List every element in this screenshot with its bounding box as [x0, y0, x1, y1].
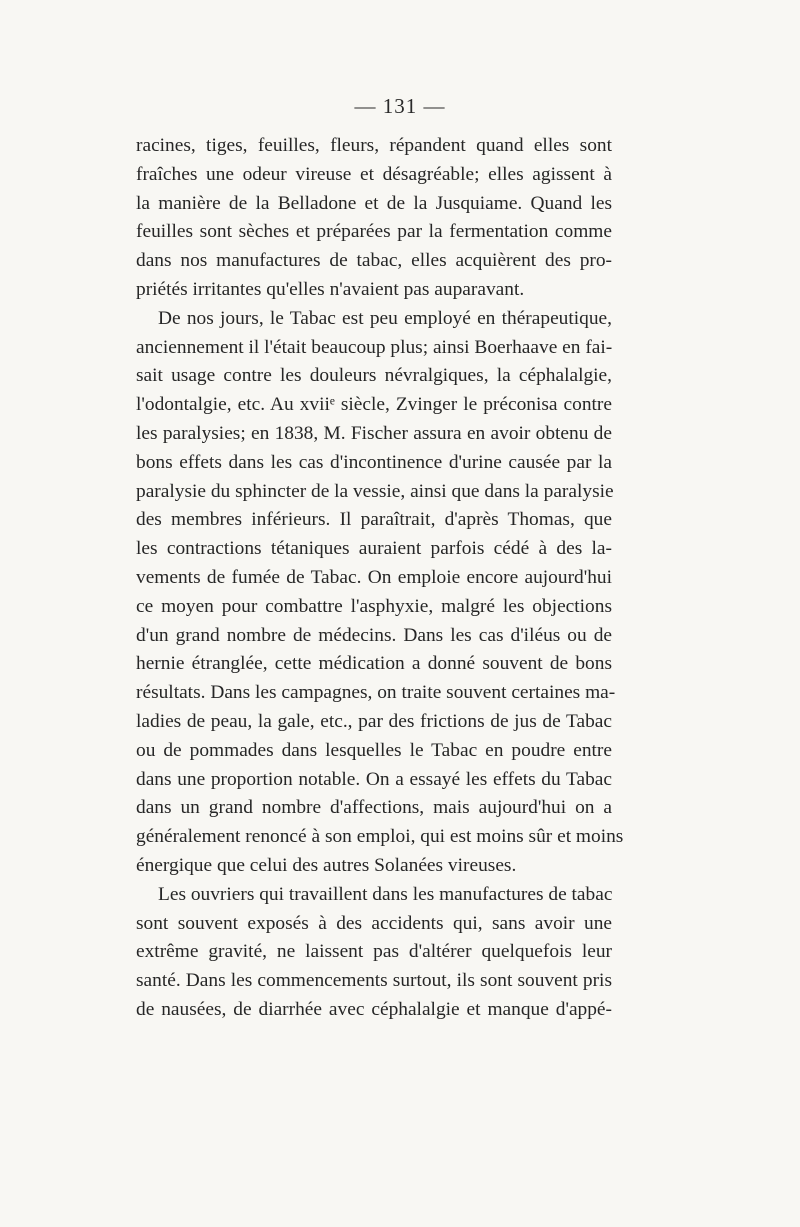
text-line: Les ouvriers qui travaillent dans les manufactures de tabac	[158, 883, 613, 905]
text-line: de nausées, de diarrhée avec céphalalgie et manque d'appé-	[136, 998, 612, 1020]
text-line: énergique que celui des autres Solanées vireuses.	[136, 854, 517, 876]
text-line: anciennement il l'était beaucoup plus; ainsi Boerhaave en fai-	[136, 336, 613, 358]
text-line: sont souvent exposés à des accidents qui, sans avoir une	[136, 912, 612, 934]
text-line: De nos jours, le Tabac est peu employé en thérapeutique,	[158, 307, 612, 329]
text-line: des membres inférieurs. Il paraîtrait, d'après Thomas, que	[136, 509, 612, 531]
text-line: les paralysies; en 1838, M. Fischer assura en avoir obtenu de	[136, 422, 612, 444]
text-line: résultats. Dans les campagnes, on traite souvent certaines ma-	[136, 682, 616, 704]
text-line: l'odontalgie, etc. Au xviiᵉ siècle, Zvinger le préconisa contre	[136, 394, 612, 416]
text-line: dans nos manufactures de tabac, elles acquièrent des pro-	[136, 250, 612, 272]
text-line: santé. Dans les commencements surtout, ils sont souvent pris	[136, 970, 612, 992]
text-line: ce moyen pour combattre l'asphyxie, malgré les objections	[136, 595, 612, 617]
text-line: sait usage contre les douleurs névralgiques, la céphalalgie,	[136, 365, 612, 387]
text-line: paralysie du sphincter de la vessie, ainsi que dans la paralysie	[136, 480, 614, 502]
text-line: les contractions tétaniques auraient parfois cédé à des la-	[136, 538, 612, 560]
page-number-header: — 131 —	[354, 94, 446, 118]
text-line: hernie étranglée, cette médication a donné souvent de bons	[136, 653, 612, 675]
text-line: généralement renoncé à son emploi, qui est moins sûr et moins	[136, 826, 624, 848]
text-line: ladies de peau, la gale, etc., par des frictions de jus de Tabac	[136, 710, 612, 732]
text-line: dans un grand nombre d'affections, mais aujourd'hui on a	[136, 797, 612, 819]
text-line: extrême gravité, ne laissent pas d'altérer quelquefois leur	[136, 941, 612, 963]
text-line: la manière de la Belladone et de la Jusquiame. Quand les	[136, 192, 612, 214]
text-line: ou de pommades dans lesquelles le Tabac en poudre entre	[136, 739, 612, 761]
text-line: priétés irritantes qu'elles n'avaient pas auparavant.	[136, 278, 525, 300]
text-line: d'un grand nombre de médecins. Dans les cas d'iléus ou de	[136, 624, 612, 646]
text-line: racines, tiges, feuilles, fleurs, répandent quand elles sont	[136, 135, 612, 156]
text-line: bons effets dans les cas d'incontinence d'urine causée par la	[136, 451, 612, 473]
text-line: vements de fumée de Tabac. On emploie encore aujourd'hui	[136, 566, 612, 588]
text-line: fraîches une odeur vireuse et désagréable; elles agissent à	[136, 163, 612, 185]
body-text	[136, 132, 624, 1025]
text-line: feuilles sont sèches et préparées par la fermentation comme	[136, 221, 612, 243]
text-line: dans une proportion notable. On a essayé les effets du Tabac	[136, 768, 612, 790]
